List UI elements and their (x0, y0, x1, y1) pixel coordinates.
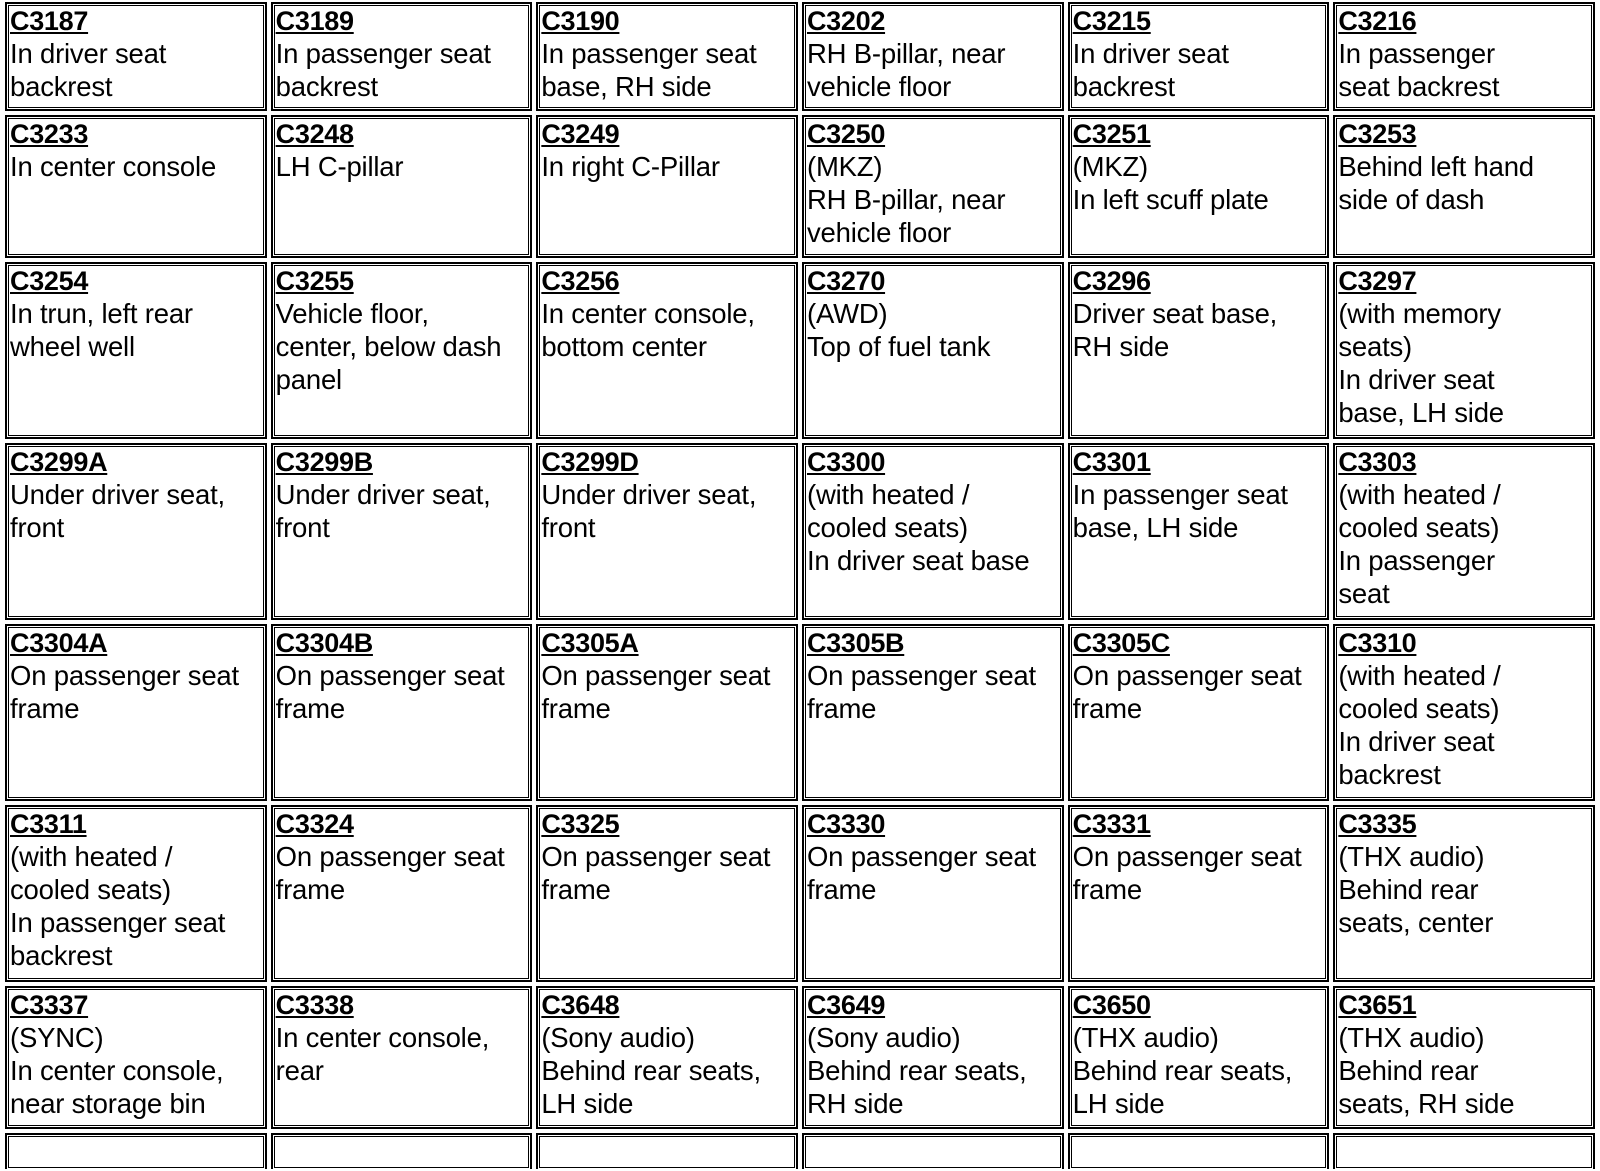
location-description: (with heated / (1338, 660, 1501, 691)
location-description: In passenger seat (10, 907, 226, 938)
connector-code: C3249 (541, 119, 620, 149)
location-description: On passenger seat (806, 660, 1036, 691)
location-description: vehicle floor (806, 71, 952, 102)
location-description: In driver seat (10, 38, 167, 69)
location-description: In passenger seat (275, 38, 491, 69)
table-cell (1068, 115, 1330, 258)
connector-code: C3248 (275, 119, 354, 149)
location-description: frame (1072, 874, 1142, 905)
connector-code: C3651 (1338, 990, 1417, 1020)
location-description: In driver seat (1338, 364, 1495, 395)
table-cell (802, 624, 1064, 801)
location-description: base, RH side (541, 71, 712, 102)
connector-code: C3305B (806, 628, 905, 658)
location-description: In center console (10, 151, 217, 182)
connector-code: C3299A (10, 447, 108, 477)
location-description: In center console, (275, 1022, 490, 1053)
location-description: In passenger seat (1072, 479, 1288, 510)
location-description: frame (806, 874, 877, 905)
connector-code: C3254 (10, 266, 89, 296)
location-description: backrest (275, 71, 378, 102)
connector-code: C3325 (541, 809, 620, 839)
location-description: backrest (1072, 71, 1175, 102)
location-description: (Sony audio) (806, 1022, 961, 1053)
location-description: (Sony audio) (541, 1022, 695, 1053)
connector-code: C3331 (1072, 809, 1151, 839)
location-description: seats, center (1338, 907, 1494, 938)
location-description: seats) (1338, 331, 1413, 362)
location-description: RH B-pillar, near (806, 184, 1006, 215)
connector-code: C3335 (1338, 809, 1417, 839)
connector-location-table (3, 0, 1597, 1171)
location-description: LH side (1072, 1088, 1165, 1119)
location-description: backrest (10, 940, 113, 971)
location-description: base, LH side (1072, 512, 1239, 543)
connector-code: C3255 (275, 266, 354, 296)
location-description: RH B-pillar, near (806, 38, 1006, 69)
location-description: bottom center (541, 331, 707, 362)
location-description: panel (275, 364, 342, 395)
location-description: In driver seat (1072, 38, 1229, 69)
table-cell (536, 115, 798, 258)
table-cell (802, 443, 1064, 620)
connector-code: C3305A (541, 628, 639, 658)
connector-code: C3297 (1338, 266, 1417, 296)
location-description: Behind left hand (1338, 151, 1534, 182)
location-description: On passenger seat (541, 660, 771, 691)
connector-code: C3300 (806, 447, 886, 477)
location-description: On passenger seat (806, 841, 1036, 872)
connector-code: C3324 (275, 809, 354, 839)
location-description: (THX audio) (1072, 1022, 1219, 1053)
location-description: center, below dash (275, 331, 502, 362)
table-cell (5, 262, 267, 439)
table-cell-partial (1333, 1133, 1595, 1169)
location-description: On passenger seat (1072, 660, 1302, 691)
table-cell (271, 115, 533, 258)
location-description: In driver seat base (806, 545, 1030, 576)
table-cell (271, 986, 533, 1129)
location-description: frame (541, 874, 611, 905)
table-cell (271, 805, 533, 982)
location-description: Under driver seat, (275, 479, 491, 510)
location-description: frame (10, 693, 80, 724)
location-description: On passenger seat (1072, 841, 1302, 872)
location-description: base, LH side (1338, 397, 1504, 428)
connector-code: C3189 (275, 6, 354, 36)
location-description: (with heated / (1338, 479, 1501, 510)
location-description: rear (275, 1055, 324, 1086)
location-description: frame (275, 693, 345, 724)
location-description: (THX audio) (1338, 841, 1485, 872)
table-cell-partial (536, 1133, 798, 1169)
location-description: In left scuff plate (1072, 184, 1269, 215)
location-description: In driver seat (1338, 726, 1495, 757)
location-description: near storage bin (10, 1088, 206, 1119)
location-description: Under driver seat, (541, 479, 757, 510)
location-description: seats, RH side (1338, 1088, 1515, 1119)
connector-code: C3304A (10, 628, 108, 658)
location-description: On passenger seat (275, 841, 505, 872)
location-description: front (275, 512, 330, 543)
location-description: seat (1338, 578, 1390, 609)
location-description: frame (541, 693, 611, 724)
table-cell (1333, 262, 1595, 439)
location-description: frame (806, 693, 877, 724)
location-description: LH C-pillar (275, 151, 404, 182)
location-description: (with heated / (806, 479, 970, 510)
table-cell (271, 2, 533, 111)
location-description: In center console, (541, 298, 755, 329)
table-cell (1333, 624, 1595, 801)
location-description: (with heated / (10, 841, 173, 872)
table-cell (802, 2, 1064, 111)
location-description: (AWD) (806, 298, 888, 329)
location-description: cooled seats) (1338, 693, 1500, 724)
location-description: (MKZ) (806, 151, 883, 182)
location-description: On passenger seat (275, 660, 505, 691)
table-cell (1333, 2, 1595, 111)
table-cell (1333, 443, 1595, 620)
table-cell (271, 624, 533, 801)
connector-code: C3202 (806, 6, 886, 36)
location-description: seat backrest (1338, 71, 1500, 102)
table-cell (1068, 2, 1330, 111)
location-description: LH side (541, 1088, 634, 1119)
table-cell (536, 624, 798, 801)
location-description: In trun, left rear (10, 298, 193, 329)
connector-code: C3215 (1072, 6, 1151, 36)
table-cell (536, 2, 798, 111)
location-description: cooled seats) (10, 874, 171, 905)
location-description: side of dash (1338, 184, 1485, 215)
table-cell (271, 443, 533, 620)
table-cell-partial (5, 1133, 267, 1169)
location-description: vehicle floor (806, 217, 952, 248)
connector-code: C3250 (806, 119, 886, 149)
location-description: (with memory (1338, 298, 1501, 329)
location-description: (THX audio) (1338, 1022, 1485, 1053)
table-cell (1333, 805, 1595, 982)
connector-code: C3296 (1072, 266, 1151, 296)
connector-code: C3233 (10, 119, 89, 149)
table-cell (1068, 805, 1330, 982)
table-cell (802, 262, 1064, 439)
table-cell (536, 262, 798, 439)
connector-code: C3251 (1072, 119, 1151, 149)
connector-code: C3299B (275, 447, 373, 477)
connector-code: C3305C (1072, 628, 1170, 658)
connector-code: C3253 (1338, 119, 1417, 149)
table-cell (5, 2, 267, 111)
connector-code: C3187 (10, 6, 89, 36)
table-cell-partial (802, 1133, 1064, 1169)
location-description: RH side (1072, 331, 1170, 362)
table-cell (5, 443, 267, 620)
location-description: Behind rear seats, (806, 1055, 1027, 1086)
table-cell (802, 805, 1064, 982)
location-description: In right C-Pillar (541, 151, 720, 182)
connector-code: C3337 (10, 990, 89, 1020)
location-description: In passenger (1338, 38, 1495, 69)
connector-code: C3648 (541, 990, 620, 1020)
location-description: wheel well (10, 331, 135, 362)
location-description: front (10, 512, 65, 543)
location-description: backrest (10, 71, 113, 102)
table-cell-partial (271, 1133, 533, 1169)
connector-code: C3301 (1072, 447, 1151, 477)
connector-code: C3338 (275, 990, 354, 1020)
location-description: On passenger seat (541, 841, 771, 872)
location-description: Top of fuel tank (806, 331, 991, 362)
table-cell (5, 986, 267, 1129)
location-description: backrest (1338, 759, 1441, 790)
location-description: Vehicle floor, (275, 298, 429, 329)
connector-code: C3304B (275, 628, 373, 658)
connector-code: C3303 (1338, 447, 1417, 477)
location-description: frame (275, 874, 345, 905)
table-cell (536, 443, 798, 620)
location-description: front (541, 512, 596, 543)
connector-code: C3330 (806, 809, 886, 839)
connector-code: C3299D (541, 447, 639, 477)
table-cell (802, 115, 1064, 258)
location-description: Behind rear seats, (1072, 1055, 1293, 1086)
table-cell (5, 805, 267, 982)
table-cell (1333, 115, 1595, 258)
connector-code: C3650 (1072, 990, 1151, 1020)
table-cell (1068, 262, 1330, 439)
table-cell (802, 986, 1064, 1129)
table-cell (1068, 624, 1330, 801)
location-description: In passenger (1338, 545, 1495, 576)
location-description: RH side (806, 1088, 904, 1119)
connector-code: C3310 (1338, 628, 1417, 658)
location-description: In center console, (10, 1055, 224, 1086)
table-cell (5, 624, 267, 801)
location-description: (MKZ) (1072, 151, 1149, 182)
connector-code: C3649 (806, 990, 886, 1020)
table-cell (271, 262, 533, 439)
location-description: cooled seats) (1338, 512, 1500, 543)
table-cell (1068, 986, 1330, 1129)
table-cell (1068, 443, 1330, 620)
location-description: cooled seats) (806, 512, 968, 543)
table-cell (5, 115, 267, 258)
location-description: (SYNC) (10, 1022, 104, 1053)
location-description: Behind rear (1338, 874, 1479, 905)
connector-code: C3311 (10, 809, 87, 839)
location-description: Behind rear (1338, 1055, 1479, 1086)
connector-code: C3190 (541, 6, 620, 36)
connector-code: C3270 (806, 266, 886, 296)
location-description: frame (1072, 693, 1142, 724)
connector-code: C3256 (541, 266, 620, 296)
table-cell-partial (1068, 1133, 1330, 1169)
table-cell (536, 805, 798, 982)
table-cell (1333, 986, 1595, 1129)
location-description: Driver seat base, (1072, 298, 1278, 329)
connector-code: C3216 (1338, 6, 1417, 36)
location-description: On passenger seat (10, 660, 239, 691)
table-cell (536, 986, 798, 1129)
location-description: Behind rear seats, (541, 1055, 761, 1086)
location-description: In passenger seat (541, 38, 757, 69)
location-description: Under driver seat, (10, 479, 225, 510)
